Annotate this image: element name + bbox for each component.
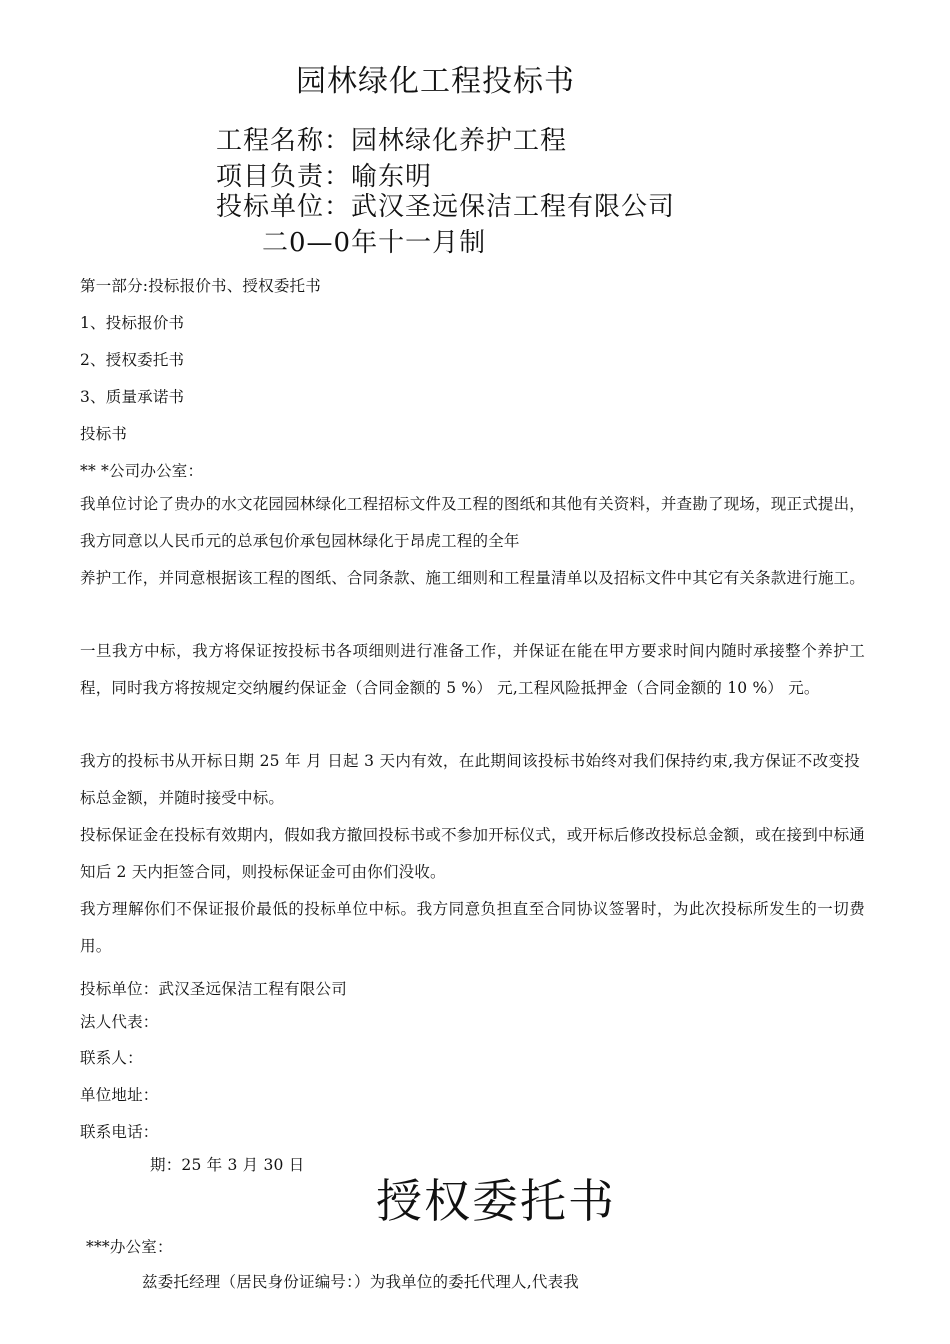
signature-bidder: 投标单位：武汉圣远保洁工程有限公司 <box>80 980 347 998</box>
bidder-line: 投标单位：武汉圣远保洁工程有限公司 <box>216 192 676 222</box>
toc-item: 2、授权委托书 <box>80 351 185 369</box>
toc-item: 3、质量承诺书 <box>80 388 185 406</box>
project-manager-line: 项目负责：喻东明 <box>216 162 433 192</box>
bid-letter-addressee: ** *公司办公室： <box>80 462 204 480</box>
toc-item: 1、投标报价书 <box>80 314 185 332</box>
signature-contact: 联系人： <box>80 1049 143 1067</box>
bid-paragraph: 养护工作，并同意根据该工程的图纸、合同条款、施工细则和工程量清单以及招标文件中其它有关条款进行施工。 <box>80 569 866 587</box>
signature-legal-rep: 法人代表： <box>80 1013 159 1031</box>
project-name-line: 工程名称：园林绿化养护工程 <box>216 126 568 156</box>
authorization-addressee: ***办公室： <box>86 1238 173 1256</box>
signature-address: 单位地址： <box>80 1086 159 1104</box>
bid-paragraph: 投标保证金在投标有效期内，假如我方撤回投标书或不参加开标仪式，或开标后修改投标总金额，或在接到中标通知后 2 天内拒签合同，则投标保证金可由你们没收。 <box>80 826 866 881</box>
signature-phone: 联系电话： <box>80 1123 159 1141</box>
document-title: 园林绿化工程投标书 <box>296 64 575 99</box>
bid-letter-heading: 投标书 <box>80 425 128 443</box>
part-heading: 第一部分:投标报价书、授权委托书 <box>80 277 321 295</box>
authorization-paragraph: 兹委托经理（居民身份证编号：）为我单位的委托代理人,代表我 <box>142 1273 579 1291</box>
cover-date: 二0—0年十一月制 <box>262 228 487 258</box>
authorization-title: 授权委托书 <box>376 1174 616 1228</box>
bid-paragraph: 一旦我方中标，我方将保证按投标书各项细则进行准备工作，并保证在能在甲方要求时间内随时承接整个养护工程，同时我方将按规定交纳履约保证金（合同金额的 5 %） 元,工程风险抵押金（合同金额的 10 %） 元。 <box>80 642 865 697</box>
signature-date: 期：25 年 3 月 30 日 <box>150 1156 305 1174</box>
bid-paragraph: 我方的投标书从开标日期 25 年 月 日起 3 天内有效，在此期间该投标书始终对我们保持约束,我方保证不改变投标总金额，并随时接受中标。 <box>80 752 860 807</box>
bid-paragraph: 我单位讨论了贵办的水文花园园林绿化工程招标文件及工程的图纸和其他有关资料，并查勘了现场，现正式提出，我方同意以人民币元的总承包价承包园林绿化于昂虎工程的全年 <box>80 495 866 550</box>
bid-paragraph: 我方理解你们不保证报价最低的投标单位中标。我方同意负担直至合同协议签署时，为此次投标所发生的一切费用。 <box>80 900 865 955</box>
